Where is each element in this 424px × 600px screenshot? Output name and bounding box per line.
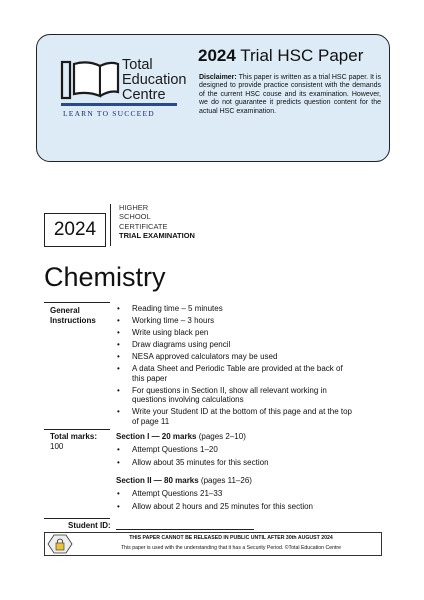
hsc-divider	[110, 204, 111, 246]
security-seal-icon	[47, 534, 73, 554]
total-marks-text: Total marks:	[50, 432, 97, 441]
paper-title-year: 2024	[198, 46, 236, 65]
section-1-title: Section I — 20 marks	[116, 432, 197, 441]
disclaimer-text: This paper is written as a trial HSC paper. It is designed to provide practice consistent with the demands of the current HSC couse and its examination. However, we do not guarantee it predicts question content for the actual HSC examination.	[199, 74, 381, 115]
exam-year-box: 2024	[44, 213, 106, 247]
general-instructions-label	[50, 306, 96, 325]
hsc-line-3: CERTIFICATE	[119, 221, 168, 231]
list-item: • Attempt Questions 21–33	[116, 489, 356, 499]
list-item: • Attempt Questions 1–20	[116, 445, 356, 455]
divider-general	[44, 302, 110, 303]
list-item: • Reading time – 5 minutes	[116, 304, 356, 314]
list-item: • A data Sheet and Periodic Table are provided at the back of this paper	[116, 364, 356, 383]
general-instructions-list	[116, 304, 356, 429]
disclaimer	[199, 74, 381, 116]
student-id-label: Student ID:	[68, 521, 111, 530]
list-item: • For questions in Section II, show all relevant working in questions involving calculations	[116, 386, 356, 405]
section-2-list	[116, 489, 356, 514]
list-item: • Write your Student ID at the bottom of this page and at the top of page 11	[116, 407, 356, 426]
list-item: • NESA approved calculators may be used	[116, 352, 356, 362]
footer-security-notice: This paper is used with the understanding that it has a Security Period. ©Total Education Centre	[120, 545, 342, 551]
paper-title-text: Trial HSC Paper	[240, 46, 364, 65]
paper-title	[198, 46, 363, 66]
list-item: • Allow about 35 minutes for this section	[116, 458, 356, 468]
divider-marks	[44, 429, 110, 430]
logo-wordmark	[122, 58, 187, 103]
logo-line-2: Education	[122, 72, 187, 88]
list-item: • Allow about 2 hours and 25 minutes for this section	[116, 502, 356, 512]
section-1-heading	[116, 432, 246, 441]
student-id-field[interactable]	[116, 529, 254, 530]
logo-tagline: LEARN TO SUCCEED	[63, 109, 155, 118]
section-1-list	[116, 445, 356, 470]
logo-line-3: Centre	[122, 87, 166, 103]
list-item: • Working time – 3 hours	[116, 316, 356, 326]
general-label-line-1: General	[50, 306, 80, 315]
list-item: • Write using black pen	[116, 328, 356, 338]
list-item: • Draw diagrams using pencil	[116, 340, 356, 350]
total-marks-label	[50, 432, 97, 451]
hsc-line-1: HIGHER	[119, 203, 149, 212]
logo-line-1: Total	[122, 57, 153, 73]
section-1-pages: (pages 2–10)	[196, 432, 246, 441]
footer-release-notice: THIS PAPER CANNOT BE RELEASED IN PUBLIC UNTIL AFTER 30th AUGUST 2024	[129, 535, 333, 541]
section-2-heading	[116, 476, 252, 485]
section-2-pages: (pages 11–26)	[198, 476, 252, 485]
subject-title: Chemistry	[44, 262, 166, 292]
hsc-line-4: TRIAL EXAMINATION	[119, 231, 195, 241]
disclaimer-label: Disclaimer:	[199, 74, 237, 81]
section-2-title: Section II — 80 marks	[116, 476, 199, 485]
hsc-label	[119, 203, 195, 241]
open-book-icon	[60, 58, 120, 102]
general-label-line-2: Instructions	[50, 315, 96, 325]
logo-underline	[61, 103, 177, 106]
hsc-line-2: SCHOOL	[119, 212, 151, 222]
total-marks-value: 100	[50, 441, 64, 451]
divider-student	[44, 518, 110, 519]
